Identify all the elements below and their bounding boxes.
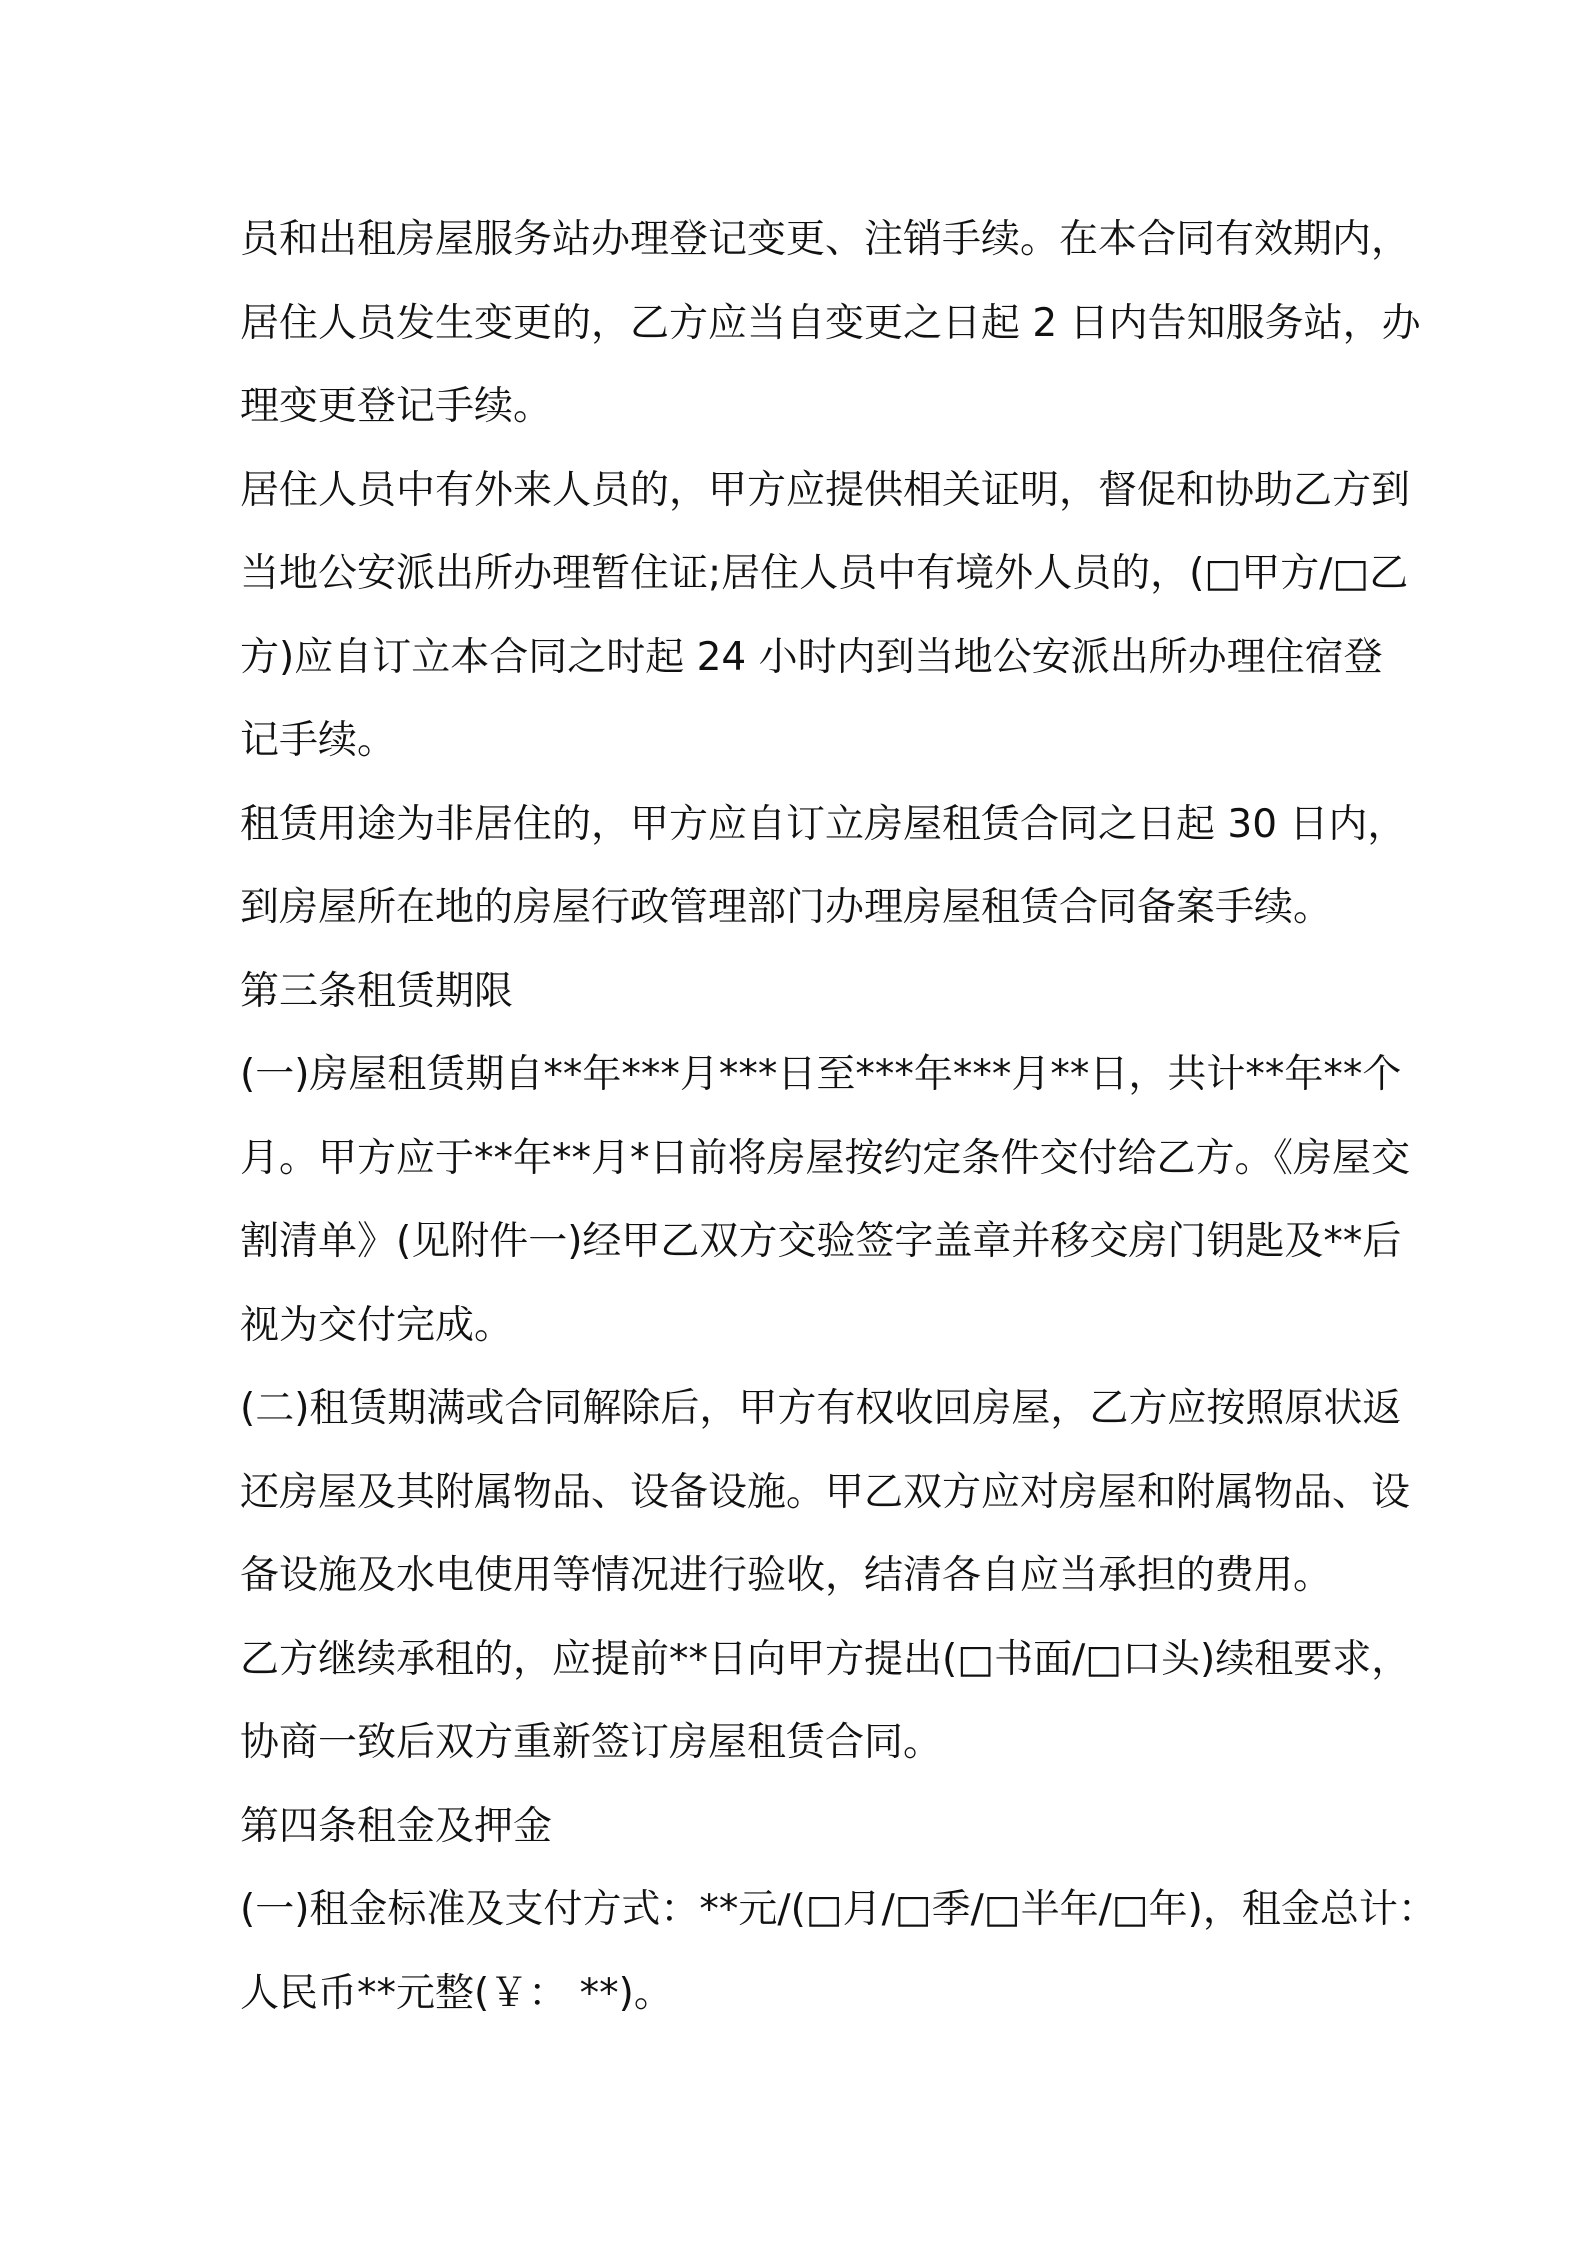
text-line: 当地公安派出所办理暂住证;居住人员中有境外人员的，(□甲方/□乙 [240, 551, 1409, 596]
text-line: 到房屋所在地的房屋行政管理部门办理房屋租赁合同备案手续。 [240, 885, 1333, 930]
text-line: (一)房屋租赁期自**年***月***日至***年***月**日，共计**年**个 [240, 1052, 1402, 1097]
text-line: 方)应自订立本合同之时起 24 小时内到当地公安派出所办理住宿登 [240, 634, 1383, 680]
text-line: (一)租金标准及支付方式：**元/(□月/□季/□半年/□年)，租金总计： [240, 1887, 1437, 1932]
text-line: 人民币**元整(￥： **)。 [240, 1970, 673, 2016]
text-line: (二)租赁期满或合同解除后，甲方有权收回房屋，乙方应按照原状返 [240, 1386, 1402, 1431]
text-line: 月。甲方应于**年**月*日前将房屋按约定条件交付给乙方。《房屋交 [240, 1135, 1411, 1181]
section-heading: 第四条租金及押金 [240, 1803, 553, 1849]
contract-page [240, 198, 1437, 2035]
text-line: 视为交付完成。 [240, 1302, 514, 1348]
text-line: 租赁用途为非居住的，甲方应自订立房屋租赁合同之日起 30 日内， [240, 801, 1407, 847]
text-line: 备设施及水电使用等情况进行验收，结清各自应当承担的费用。 [240, 1553, 1333, 1598]
text-line: 还房屋及其附属物品、设备设施。甲乙双方应对房屋和附属物品、设 [240, 1469, 1411, 1515]
text-line: 员和出租房屋服务站办理登记变更、注销手续。在本合同有效期内， [240, 217, 1411, 262]
text-line: 理变更登记手续。 [240, 384, 553, 429]
text-line: 记手续。 [240, 718, 397, 763]
section-heading: 第三条租赁期限 [240, 968, 514, 1014]
text-line: 协商一致后双方重新签订房屋租赁合同。 [240, 1720, 943, 1765]
text-line: 居住人员发生变更的，乙方应当自变更之日起 2 日内告知服务站，办 [240, 300, 1421, 346]
text-line: 割清单》(见附件一)经甲乙双方交验签字盖章并移交房门钥匙及**后 [240, 1219, 1402, 1264]
text-line: 居住人员中有外来人员的，甲方应提供相关证明，督促和协助乙方到 [240, 467, 1411, 513]
text-line: 乙方继续承租的，应提前**日向甲方提出(□书面/□口头)续租要求， [240, 1636, 1411, 1682]
